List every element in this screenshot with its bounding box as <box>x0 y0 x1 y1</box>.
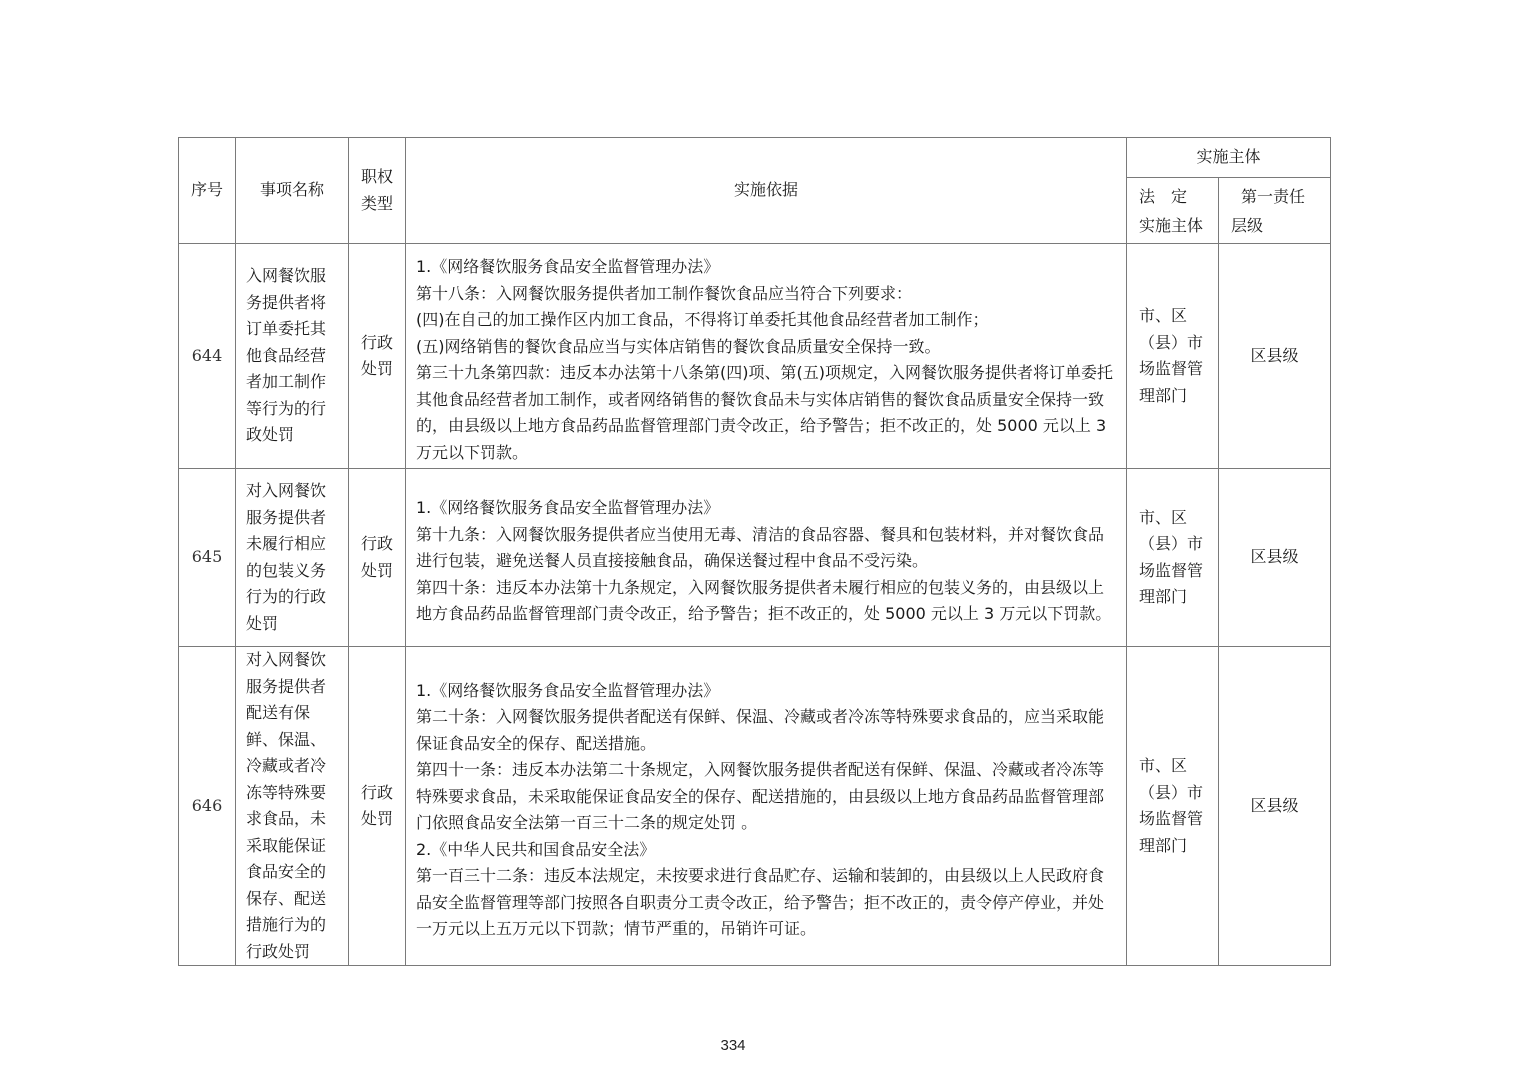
row-level: 区县级 <box>1219 244 1331 469</box>
basis-line: (五)网络销售的餐饮食品应当与实体店销售的餐饮食品质量安全保持一致。 <box>416 336 941 356</box>
basis-line: 2.《中华人民共和国食品安全法》 <box>416 839 656 859</box>
basis-line: 第三十九条第四款：违反本办法第十八条第(四)项、第(五)项规定，入网餐饮服务提供者将订单委托其他食品经营者加工制作，或者网络销售的餐饮食品未与实体店销售的餐饮食品质量安全保持一致的，由县级以上地方食品药品监督管理部门责令改正，给予警告；拒不改正的，处 5000 元以上 3 万元以下罚款。 <box>416 363 1113 462</box>
basis-line: 1.《网络餐饮服务食品安全监督管理办法》 <box>416 680 720 700</box>
header-type: 职权类型 <box>349 138 406 244</box>
table-row <box>179 647 1331 966</box>
basis-line: 第一百三十二条：违反本法规定，未按要求进行食品贮存、运输和装卸的，由县级以上人民政府食品安全监督管理等部门按照各自职责分工责令改正，给予警告；拒不改正的，责令停产停业，并处一万元以上五万元以下罚款；情节严重的，吊销许可证。 <box>416 866 1105 938</box>
row-level: 区县级 <box>1219 469 1331 647</box>
basis-line: 第十九条：入网餐饮服务提供者应当使用无毒、清洁的食品容器、餐具和包装材料，并对餐饮食品进行包装，避免送餐人员直接接触食品，确保送餐过程中食品不受污染。 <box>416 524 1105 571</box>
row-subject: 市、区（县）市场监督管理部门 <box>1127 244 1219 469</box>
header-subject: 实施主体 <box>1127 138 1331 178</box>
table-row <box>179 244 1331 469</box>
header-legal-subject-line2: 实施主体 <box>1139 215 1204 235</box>
row-seq: 645 <box>179 469 236 647</box>
row-basis <box>406 244 1127 469</box>
basis-line: 第四十一条：违反本办法第二十条规定，入网餐饮服务提供者配送有保鲜、保温、冷藏或者冷冻等特殊要求食品，未采取能保证食品安全的保存、配送措施的，由县级以上地方食品药品监督管理部门依照食品安全法第一百三十二条的规定处罚 。 <box>416 760 1105 832</box>
row-name: 对入网餐饮服务提供者未履行相应的包装义务行为的行政处罚 <box>236 469 349 647</box>
item-table <box>178 137 1331 966</box>
row-level: 区县级 <box>1219 647 1331 966</box>
row-seq: 646 <box>179 647 236 966</box>
header-legal-subject-line1: 法 定 <box>1139 186 1188 206</box>
page-number: 334 <box>720 1037 746 1054</box>
header-first-resp-line2: 层级 <box>1231 215 1264 235</box>
basis-line: (四)在自己的加工操作区内加工食品，不得将订单委托其他食品经营者加工制作； <box>416 310 989 329</box>
basis-line: 1.《网络餐饮服务食品安全监督管理办法》 <box>416 257 720 276</box>
row-name: 对入网餐饮服务提供者配送有保鲜、保温、冷藏或者冷冻等特殊要求食品，未采取能保证食品安全的保存、配送措施行为的行政处罚 <box>236 647 349 966</box>
row-subject: 市、区（县）市场监督管理部门 <box>1127 469 1219 647</box>
row-name: 入网餐饮服务提供者将订单委托其他食品经营者加工制作等行为的行政处罚 <box>236 244 349 469</box>
header-name: 事项名称 <box>236 138 349 244</box>
basis-line: 第二十条：入网餐饮服务提供者配送有保鲜、保温、冷藏或者冷冻等特殊要求食品的，应当采取能保证食品安全的保存、配送措施。 <box>416 707 1105 753</box>
row-basis <box>406 647 1127 966</box>
row-type: 行政处罚 <box>349 469 406 647</box>
row-basis <box>406 469 1127 647</box>
table-row <box>179 469 1331 647</box>
row-type: 行政处罚 <box>349 244 406 469</box>
basis-line: 1.《网络餐饮服务食品安全监督管理办法》 <box>416 498 720 518</box>
header-legal-subject <box>1127 178 1219 244</box>
basis-line: 第四十条：违反本办法第十九条规定，入网餐饮服务提供者未履行相应的包装义务的，由县级以上地方食品药品监督管理部门责令改正，给予警告；拒不改正的，处 5000 元以上 3 万元以下罚款。 <box>416 577 1112 624</box>
header-first-resp-line1: 第一责任 <box>1241 186 1306 206</box>
row-type: 行政处罚 <box>349 647 406 966</box>
header-seq: 序号 <box>179 138 236 244</box>
header-first-resp <box>1219 178 1331 244</box>
row-seq: 644 <box>179 244 236 469</box>
row-subject: 市、区（县）市场监督管理部门 <box>1127 647 1219 966</box>
basis-line: 第十八条：入网餐饮服务提供者加工制作餐饮食品应当符合下列要求： <box>416 283 913 303</box>
header-basis: 实施依据 <box>406 138 1127 244</box>
